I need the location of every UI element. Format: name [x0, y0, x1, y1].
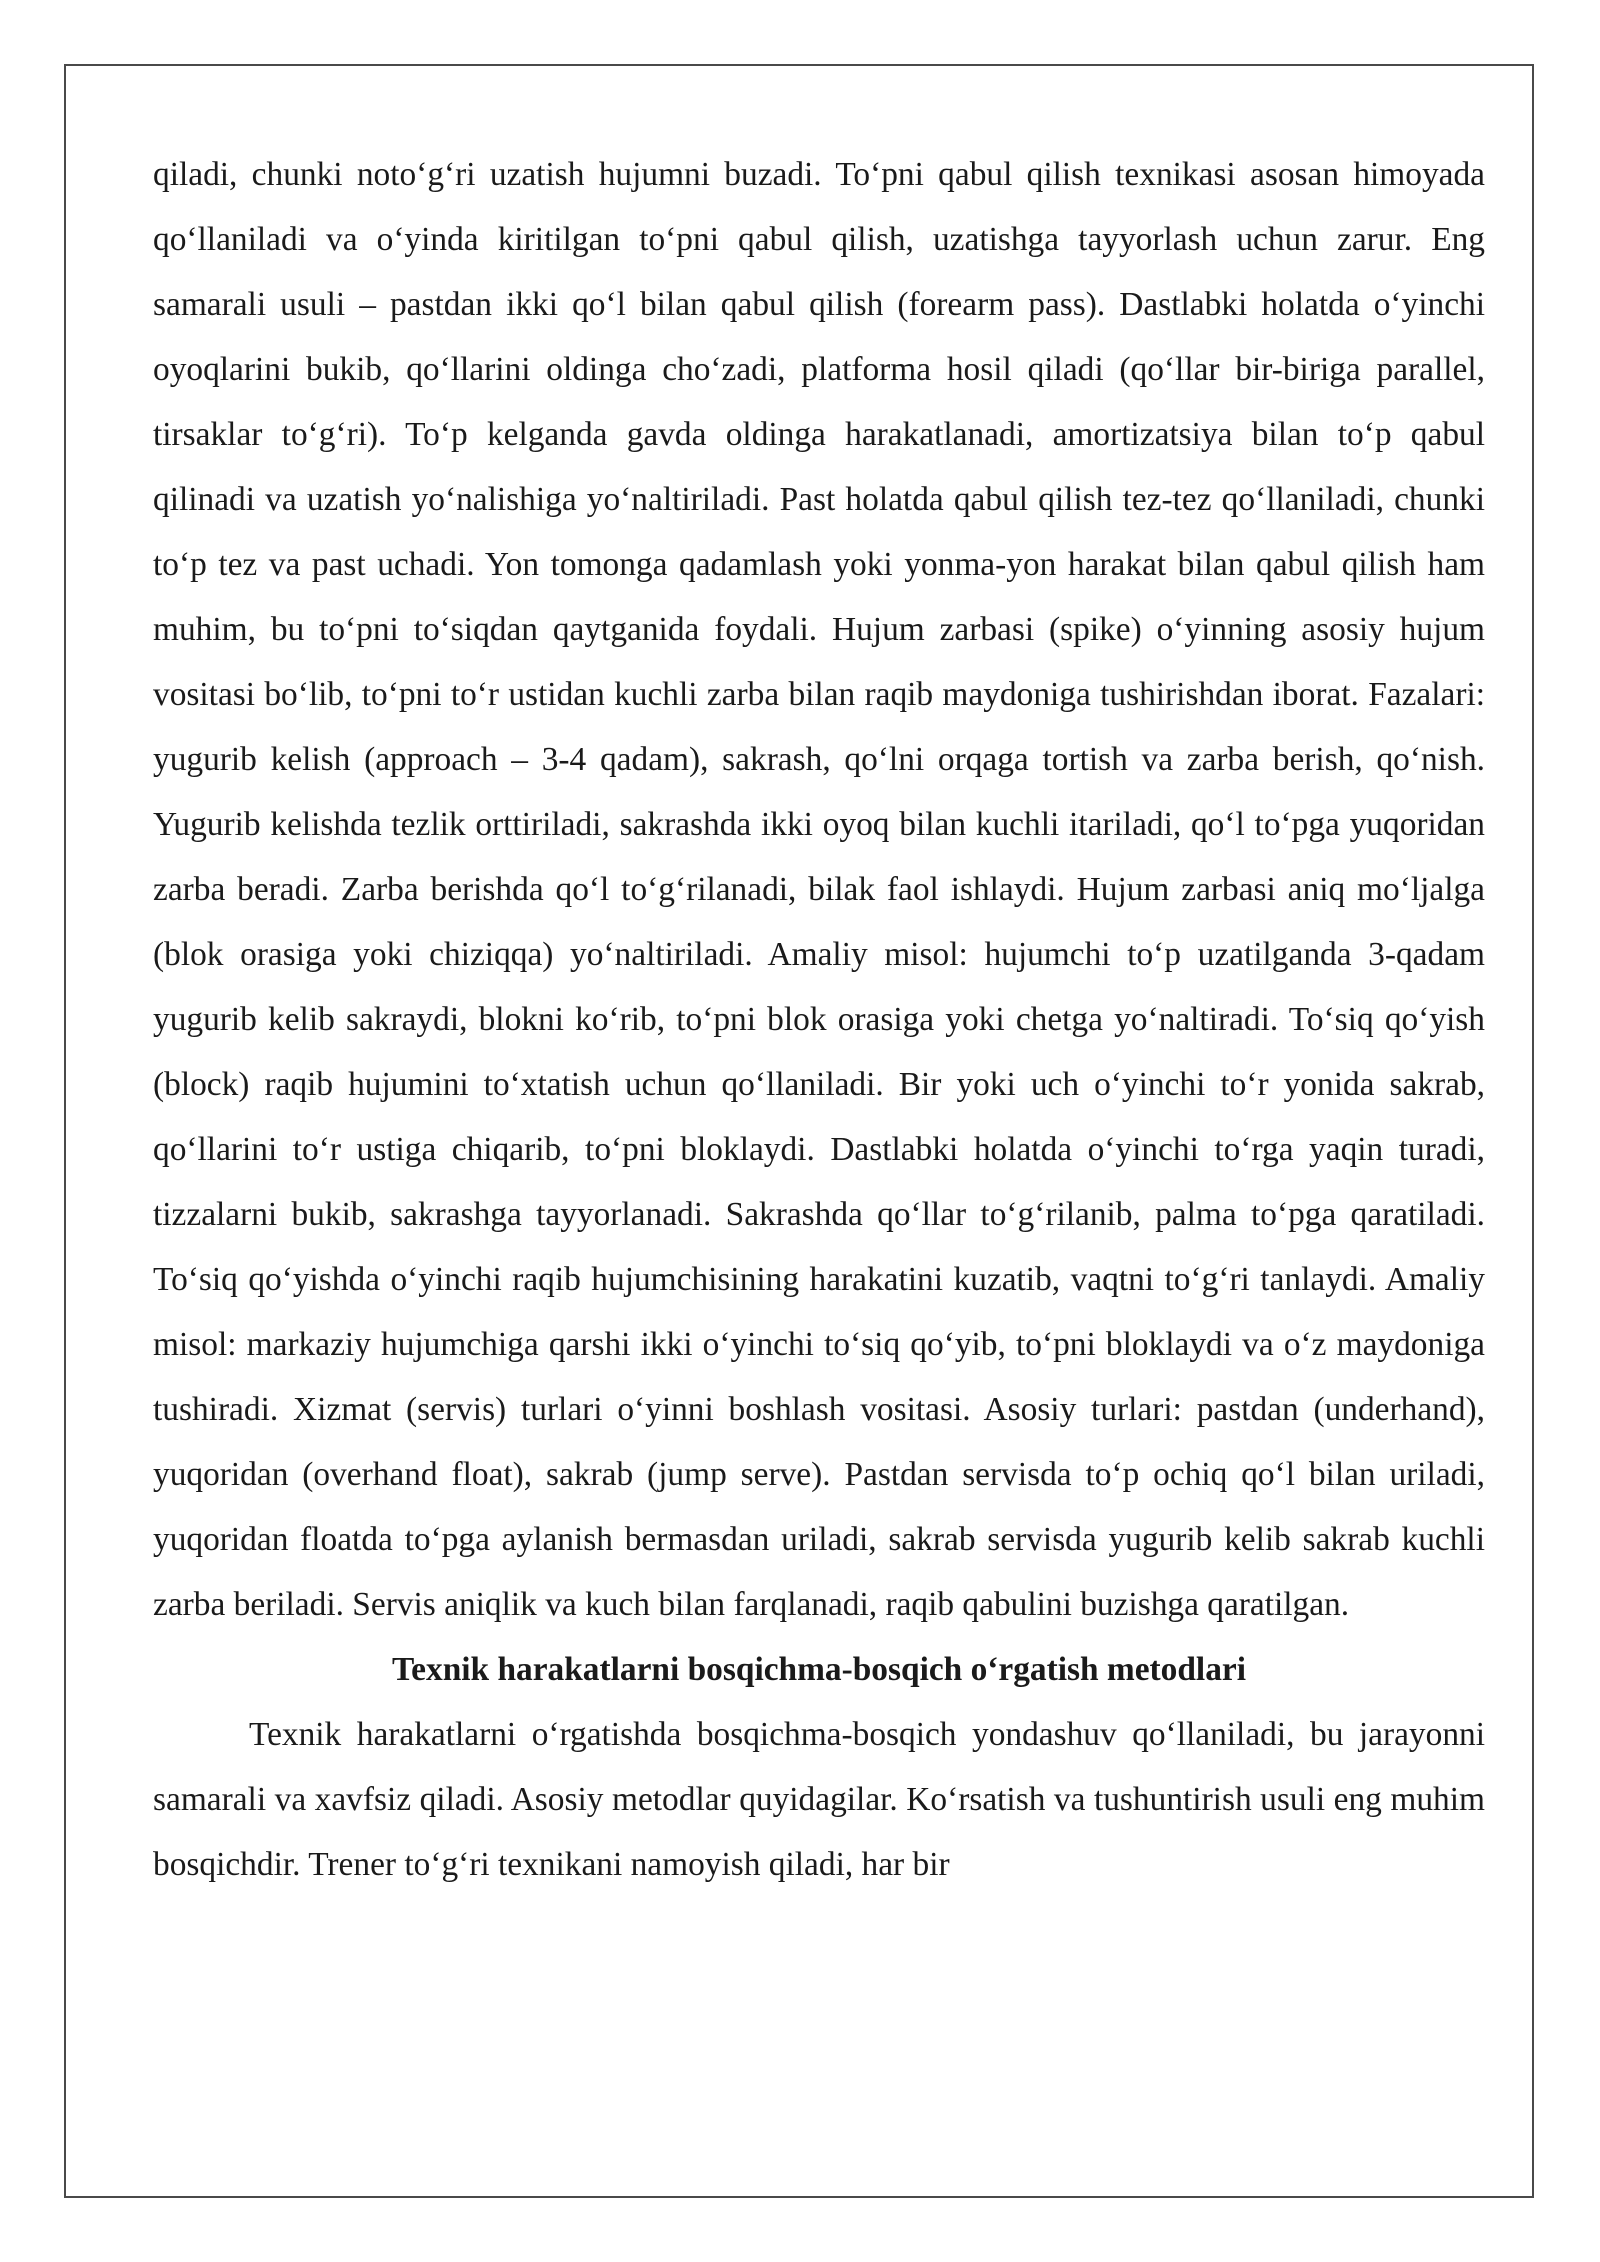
body-paragraph-2: Texnik harakatlarni o‘rgatishda bosqichma-bosqich yondashuv qo‘llaniladi, bu jarayonni samarali va xavfsiz qiladi. Asosiy metodlar quyidagilar. Ko‘rsatish va tushuntirish usuli eng muhim bosqichdir. Trener to‘g‘ri texnikani namoyish qiladi, har bir — [153, 1716, 1485, 1883]
section-heading: Texnik harakatlarni bosqichma-bosqich o‘rgatish metodlari — [391, 1651, 1247, 1688]
document-body — [153, 142, 1485, 1897]
body-paragraph-1: qiladi, chunki noto‘g‘ri uzatish hujumni buzadi. To‘pni qabul qilish texnikasi asosan himoyada qo‘llaniladi va o‘yinda kiritilgan to‘pni qabul qilish, uzatishga tayyorlash uchun zarur. Eng samarali usuli – pastdan ikki qo‘l bilan qabul qilish (forearm pass). Dastlabki holatda o‘yinchi oyoqlarini bukib, qo‘llarini oldinga cho‘zadi, platforma hosil qiladi (qo‘llar bir-biriga parallel, tirsaklar to‘g‘ri). To‘p kelganda gavda oldinga harakatlanadi, amortizatsiya bilan to‘p qabul qilinadi va uzatish yo‘nalishiga yo‘naltiriladi. Past holatda qabul qilish tez-tez qo‘llaniladi, chunki to‘p tez va past uchadi. Yon tomonga qadamlash yoki yonma-yon harakat bilan qabul qilish ham muhim, bu to‘pni to‘siqdan qaytganida foydali. Hujum zarbasi (spike) o‘yinning asosiy hujum vositasi bo‘lib, to‘pni to‘r ustidan kuchli zarba bilan raqib maydoniga tushirishdan iborat. Fazalari: yugurib kelish (approach – 3-4 qadam), sakrash, qo‘lni orqaga tortish va zarba berish, qo‘nish. Yugurib kelishda tezlik orttiriladi, sakrashda ikki oyoq bilan kuchli itariladi, qo‘l to‘pga yuqoridan zarba beradi. Zarba berishda qo‘l to‘g‘rilanadi, bilak faol ishlaydi. Hujum zarbasi aniq mo‘ljalga (blok orasiga yoki chiziqqa) yo‘naltiriladi. Amaliy misol: hujumchi to‘p uzatilganda 3-qadam yugurib kelib sakraydi, blokni ko‘rib, to‘pni blok orasiga yoki chetga yo‘naltiradi. To‘siq qo‘yish (block) raqib hujumini to‘xtatish uchun qo‘llaniladi. Bir yoki uch o‘yinchi to‘r yonida sakrab, qo‘llarini to‘r ustiga chiqarib, to‘pni bloklaydi. Dastlabki holatda o‘yinchi to‘rga yaqin turadi, tizzalarni bukib, sakrashga tayyorlanadi. Sakrashda qo‘llar to‘g‘rilanib, palma to‘pga qaratiladi. To‘siq qo‘yishda o‘yinchi raqib hujumchisining harakatini kuzatib, vaqtni to‘g‘ri tanlaydi. Amaliy misol: markaziy hujumchiga qarshi ikki o‘yinchi to‘siq qo‘yib, to‘pni bloklaydi va o‘z maydoniga tushiradi. Xizmat (servis) turlari o‘yinni boshlash vositasi. Asosiy turlari: pastdan (underhand), yuqoridan (overhand float), sakrab (jump serve). Pastdan servisda to‘p ochiq qo‘l bilan uriladi, yuqoridan floatda to‘pga aylanish bermasdan uriladi, sakrab servisda yugurib kelib sakrab kuchli zarba beriladi. Servis aniqlik va kuch bilan farqlanadi, raqib qabulini buzishga qaratilgan. — [153, 156, 1485, 1623]
